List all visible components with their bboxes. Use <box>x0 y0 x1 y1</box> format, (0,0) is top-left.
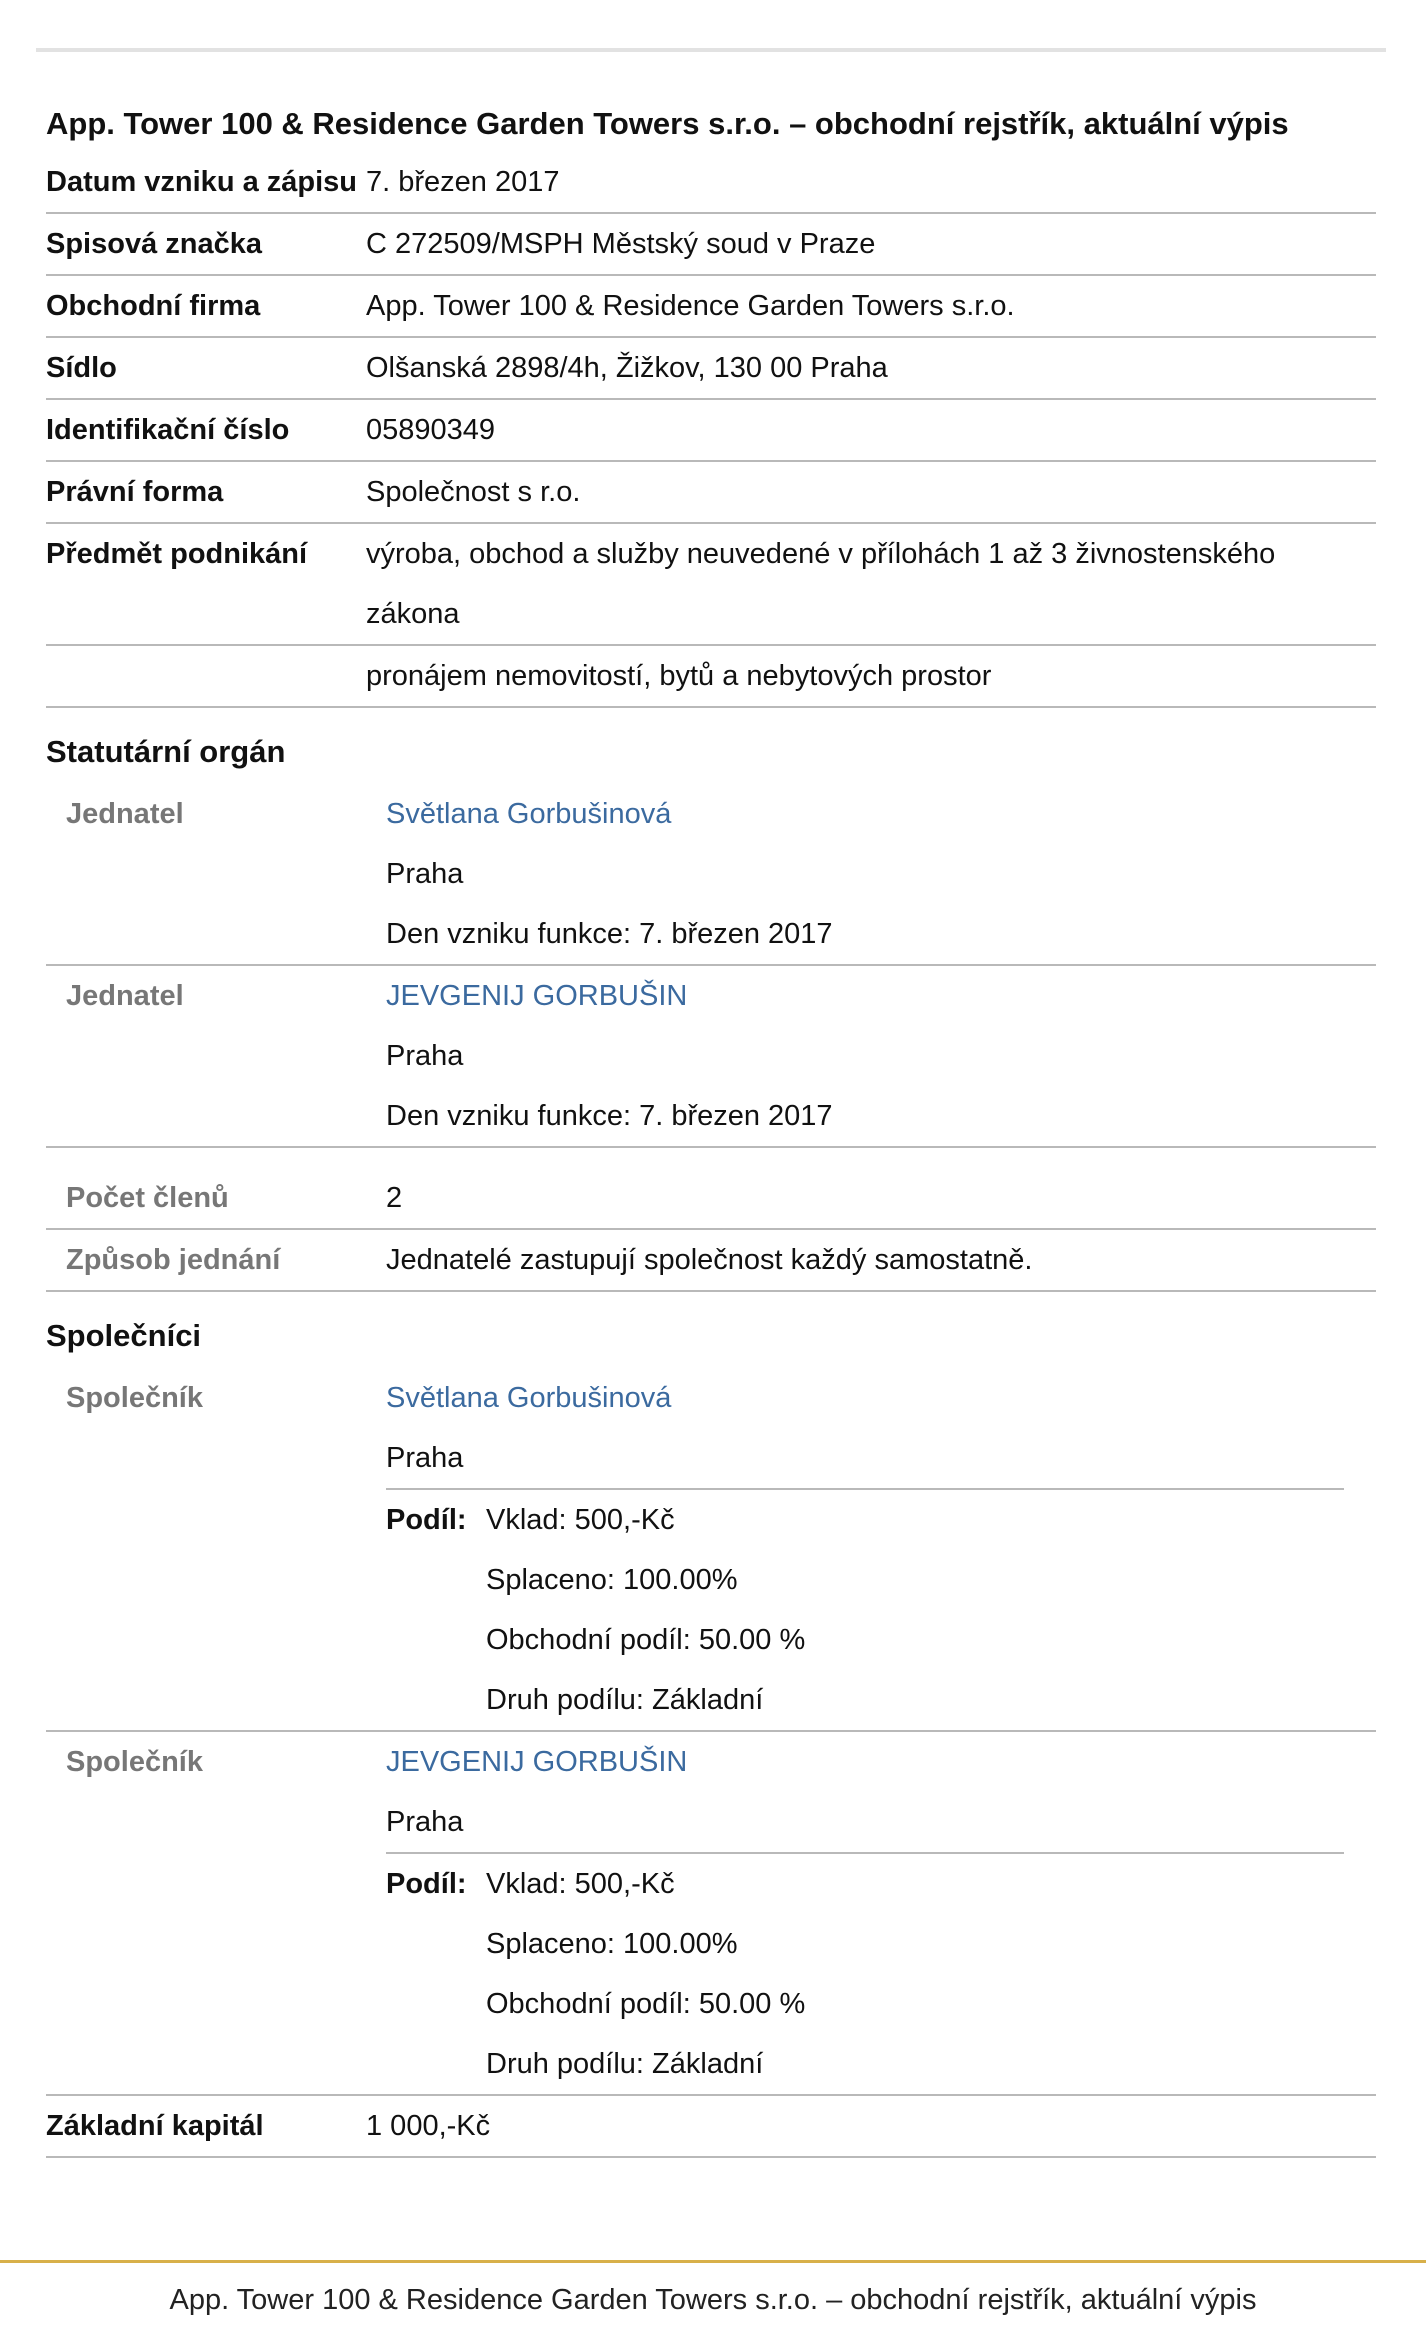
row-value: Jednatelé zastupují společnost každý samostatně. <box>386 1244 1033 1276</box>
section-statutory-heading: Statutární orgán <box>46 734 286 769</box>
register-card <box>36 48 1386 2158</box>
partner <box>46 1732 1376 2096</box>
row-label: Předmět podnikání <box>46 538 308 570</box>
member-role: Jednatel <box>66 980 184 1012</box>
member-since: Den vzniku funkce: 7. březen 2017 <box>386 918 833 950</box>
row-value: 1 000,-Kč <box>366 2110 491 2142</box>
row-member-count <box>46 1148 1376 1230</box>
row-value: výroba, obchod a služby neuvedené v přílohách 1 až 3 živnostenského zákona <box>366 538 1276 630</box>
row-id-number <box>46 400 1376 462</box>
row-label: Právní forma <box>46 476 224 508</box>
partner-city: Praha <box>386 1806 464 1838</box>
section-partners-heading: Společníci <box>46 1318 202 1353</box>
statutory-member <box>46 784 1376 966</box>
share-deposit: Vklad: 500,-Kč <box>486 1868 675 1900</box>
row-acting-method <box>46 1230 1376 1292</box>
partner <box>46 1368 1376 1732</box>
row-label: Základní kapitál <box>46 2110 264 2142</box>
member-role: Jednatel <box>66 798 184 830</box>
footer-divider <box>0 2260 1426 2263</box>
row-value: C 272509/MSPH Městský soud v Praze <box>366 228 876 260</box>
share-type: Druh podílu: Základní <box>486 2048 764 2080</box>
row-value: 2 <box>386 1182 403 1214</box>
row-label: Spisová značka <box>46 228 262 260</box>
share-block <box>386 1852 1344 2094</box>
partner-role: Společník <box>66 1746 203 1778</box>
row-legal-form <box>46 462 1376 524</box>
row-label: Obchodní firma <box>46 290 261 322</box>
share-paid: Splaceno: 100.00% <box>486 1564 738 1596</box>
row-address <box>46 338 1376 400</box>
row-business-activity <box>46 524 1376 646</box>
statutory-member <box>46 966 1376 1148</box>
member-name-link[interactable]: JEVGENIJ GORBUŠIN <box>386 980 688 1012</box>
row-business-activity-2 <box>46 646 1376 708</box>
row-label <box>46 646 366 706</box>
row-label: Datum vzniku a zápisu <box>46 166 358 198</box>
share-deposit: Vklad: 500,-Kč <box>486 1504 675 1536</box>
page-title: App. Tower 100 & Residence Garden Towers s.r.o. – obchodní rejstřík, aktuální výpis <box>46 106 1289 141</box>
member-name-link[interactable]: Světlana Gorbušinová <box>386 798 672 830</box>
partner-role: Společník <box>66 1382 203 1414</box>
row-company-name <box>46 276 1376 338</box>
share-label: Podíl: <box>386 1504 467 1536</box>
row-value: App. Tower 100 & Residence Garden Towers s.r.o. <box>366 290 1015 322</box>
share-label: Podíl: <box>386 1868 467 1900</box>
row-label: Počet členů <box>66 1182 229 1214</box>
share-type: Druh podílu: Základní <box>486 1684 764 1716</box>
share-percent: Obchodní podíl: 50.00 % <box>486 1624 806 1656</box>
row-label: Identifikační číslo <box>46 414 290 446</box>
share-paid: Splaceno: 100.00% <box>486 1928 738 1960</box>
partner-city: Praha <box>386 1442 464 1474</box>
row-label: Způsob jednání <box>66 1244 281 1276</box>
share-block <box>386 1488 1344 1730</box>
share-percent: Obchodní podíl: 50.00 % <box>486 1988 806 2020</box>
partner-name-link[interactable]: JEVGENIJ GORBUŠIN <box>386 1746 688 1778</box>
member-city: Praha <box>386 1040 464 1072</box>
row-value: Společnost s r.o. <box>366 476 581 508</box>
member-since: Den vzniku funkce: 7. březen 2017 <box>386 1100 833 1132</box>
row-founded <box>46 152 1376 214</box>
row-value: 05890349 <box>366 414 496 446</box>
row-capital <box>46 2096 1376 2158</box>
footer-title: App. Tower 100 & Residence Garden Towers s.r.o. – obchodní rejstřík, aktuální výpis <box>169 2284 1257 2316</box>
row-value: 7. březen 2017 <box>366 166 560 198</box>
partner-name-link[interactable]: Světlana Gorbušinová <box>386 1382 672 1414</box>
row-file-number <box>46 214 1376 276</box>
member-city: Praha <box>386 858 464 890</box>
row-value: Olšanská 2898/4h, Žižkov, 130 00 Praha <box>366 352 888 384</box>
row-value: pronájem nemovitostí, bytů a nebytových prostor <box>366 660 992 692</box>
row-label: Sídlo <box>46 352 117 384</box>
